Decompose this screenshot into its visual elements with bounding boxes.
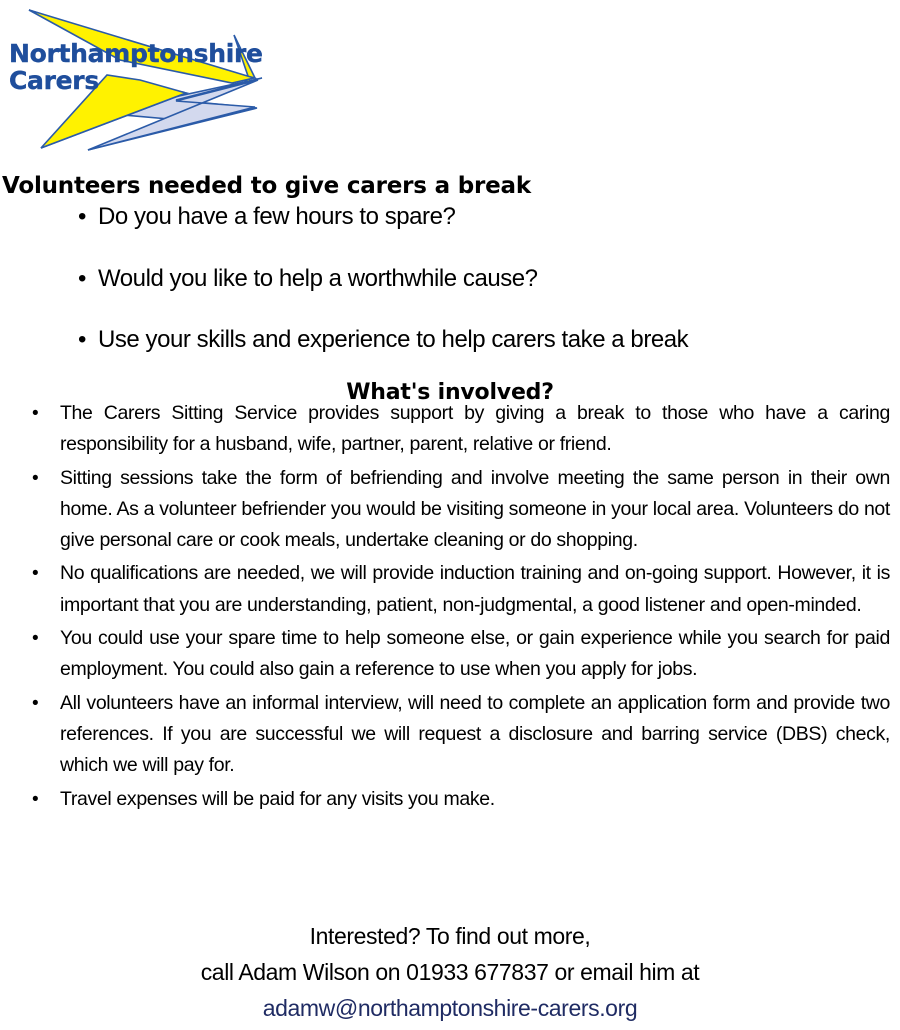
- intro-bullet-text: Would you like to help a worthwhile cause?: [98, 264, 538, 292]
- footer-call-line: call Adam Wilson on 01933 677837 or email him at: [200, 959, 700, 985]
- body-bullet-text: Sitting sessions take the form of befriending and involve meeting the same person in their own home. As a volunteer befriender you would be visiting someone in your local area. Volunteers do not give personal care or cook meals, undertake cleaning or do shopping.: [60, 466, 890, 552]
- bullet-marker-icon: •: [32, 628, 39, 650]
- intro-bullet-item: [78, 203, 878, 231]
- body-bullet-text: You could use your spare time to help someone else, or gain experience while you search for paid employment. You could also gain a reference to use when you apply for jobs.: [60, 627, 890, 681]
- intro-bullet-text: Use your skills and experience to help carers take a break: [98, 326, 689, 354]
- body-bullet-text: Travel expenses will be paid for any visits you make.: [60, 787, 495, 810]
- bullet-marker-icon: •: [32, 692, 39, 714]
- bullet-marker-icon: •: [32, 788, 39, 810]
- body-bullet-item: [24, 558, 890, 621]
- body-bullet-item: [24, 398, 890, 461]
- yellow-bolt-upper-body: [29, 10, 254, 83]
- body-bullet-item: [24, 623, 890, 686]
- contact-email-link[interactable]: adamw@northamptonshire-carers.org: [262, 995, 638, 1021]
- intro-bullet-item: [78, 326, 878, 354]
- logo-line-1: Northamptonshire: [9, 39, 263, 68]
- body-bullet-item: [24, 784, 890, 815]
- body-bullet-item: [24, 463, 890, 557]
- intro-bullet-item: [78, 265, 878, 293]
- logo-line-2: Carers: [9, 66, 99, 95]
- bullet-marker-icon: •: [78, 326, 86, 354]
- intro-bullet-text: Do you have a few hours to spare?: [98, 203, 456, 230]
- page-title: Volunteers needed to give carers a break: [2, 173, 531, 200]
- logo-arrows-graphic: [0, 0, 340, 155]
- footer-interested-line: Interested? To find out more,: [309, 923, 591, 949]
- bullet-marker-icon: •: [32, 563, 39, 585]
- bullet-marker-icon: •: [32, 467, 39, 489]
- organisation-logo: [0, 0, 340, 155]
- bullet-marker-icon: •: [78, 264, 86, 292]
- body-bullet-item: [24, 688, 890, 782]
- body-bullet-text: No qualifications are needed, we will provide induction training and on-going support. However, it is important that you are understanding, patient, non-judgmental, a good listener and open-minded.: [60, 562, 890, 616]
- body-bullet-text: The Carers Sitting Service provides support by giving a break to those who have a caring responsibility for a husband, wife, partner, parent, relative or friend.: [60, 402, 890, 456]
- intro-bullet-list: [78, 203, 878, 354]
- section-heading-whats-involved: What's involved?: [346, 380, 554, 406]
- body-bullet-list: [24, 398, 890, 817]
- contact-footer: [0, 918, 900, 1026]
- body-bullet-text: All volunteers have an informal interview, will need to complete an application form and provide two references. If you are successful we will request a disclosure and barring service (DBS) check, which we will pay for.: [60, 691, 890, 777]
- bullet-marker-icon: •: [32, 403, 39, 424]
- bullet-marker-icon: •: [78, 203, 86, 230]
